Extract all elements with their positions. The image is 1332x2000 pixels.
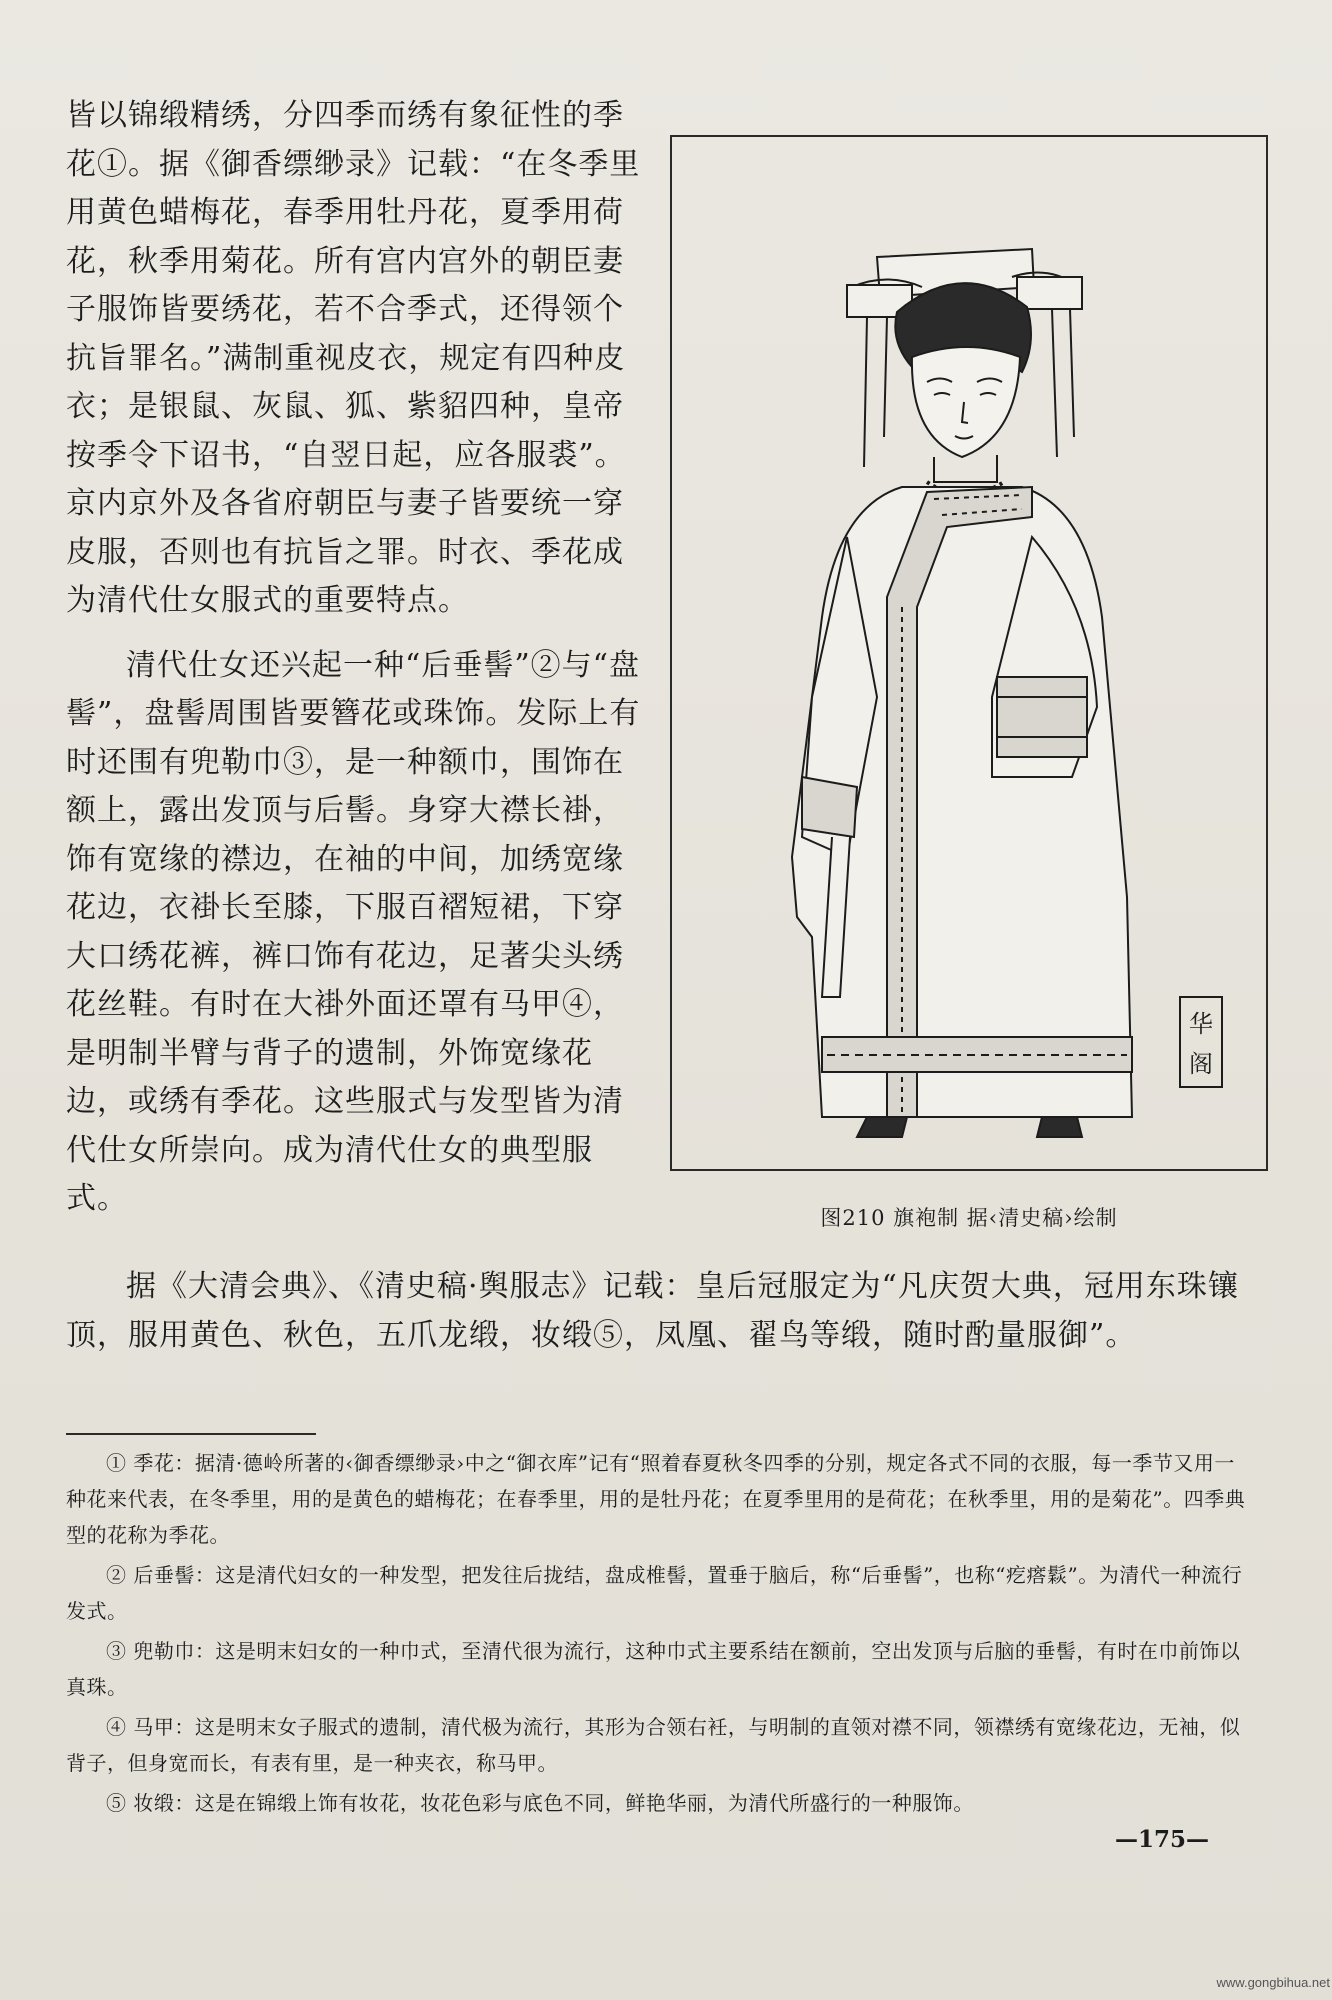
footnote-1: ① 季花：据清·德岭所著的‹御香缥缈录›中之“御衣库”记有“照着春夏秋冬四季的分别，规定各式不同的衣服，每一季节又用一种花来代表，在冬季里，用的是黄色的蜡梅花；在春季里，用的是牡丹花；在夏季里用的是荷花；在秋季里，用的是菊花”。四季典型的花称为季花。 (66, 1451, 1246, 1547)
footnote-4: ④ 马甲：这是明末女子服式的遗制，清代极为流行，其形为合领右衽，与明制的直领对襟不同，领襟绣有宽缘花边，无袖，似背子，但身宽而长，有表有里，是一种夹衣，称马甲。 (66, 1715, 1241, 1775)
page-number: —175— (1114, 1826, 1209, 1853)
body-paragraph-3: 据《大清会典》、《清史稿·舆服志》记载：皇后冠服定为“凡庆贺大典，冠用东珠镶顶，服用黄色、秋色，五爪龙缎，妆缎⑤，凤凰、翟鸟等缎，随时酌量服御”。 (66, 1269, 1239, 1353)
footnote-divider (66, 1433, 316, 1435)
site-watermark: www.gongbihua.net (1216, 1975, 1330, 1990)
footnote-3: ③ 兜勒巾：这是明末妇女的一种巾式，至清代很为流行，这种巾式主要系结在额前，空出发顶与后脑的垂髻，有时在巾前饰以真珠。 (66, 1639, 1241, 1699)
body-paragraph-2: 清代仕女还兴起一种“后垂髻”②与“盘髻”，盘髻周围皆要簪花或珠饰。发际上有时还围有兜勒巾③，是一种额巾，围饰在额上，露出发顶与后髻。身穿大襟长褂，饰有宽缘的襟边，在袖的中间，加绣宽缘花边，衣褂长至膝，下服百褶短裙，下穿大口绣花裤，裤口饰有花边，足著尖头绣花丝鞋。有时在大褂外面还罩有马甲④，是明制半臂与背子的遗制，外饰宽缘花边，或绣有季花。这些服式与发型皆为清代仕女所崇向。成为清代仕女的典型服式。 (66, 647, 641, 1216)
svg-text:阁: 阁 (1189, 1050, 1213, 1078)
figure-illustration (670, 135, 1268, 1171)
footnote-5: ⑤ 妆缎：这是在锦缎上饰有妆花，妆花色彩与底色不同，鲜艳华丽，为清代所盛行的一种服饰。 (106, 1791, 974, 1815)
svg-text:华: 华 (1189, 1010, 1213, 1038)
footnotes (66, 1445, 1246, 1825)
body-paragraph-1: 皆以锦缎精绣，分四季而绣有象征性的季花①。据《御香缥缈录》记载：“在冬季里用黄色蜡梅花，春季用牡丹花，夏季用荷花，秋季用菊花。所有宫内宫外的朝臣妻子服饰皆要绣花，若不合季式，还得领个抗旨罪名。”满制重视皮衣，规定有四种皮衣；是银鼠、灰鼠、狐、紫貂四种，皇帝按季令下诏书，“自翌日起，应各服裘”。京内京外及各省府朝臣与妻子皆要统一穿皮服，否则也有抗旨之罪。时衣、季花成为清代仕女服式的重要特点。 (66, 98, 641, 618)
figure-caption: 图210 旗袍制 据‹清史稿›绘制 (820, 1206, 1118, 1230)
qing-lady-illustration (672, 137, 1266, 1169)
body-text-column (66, 92, 646, 1224)
footnote-2: ② 后垂髻：这是清代妇女的一种发型，把发往后拢结，盘成椎髻，置垂于脑后，称“后垂髻”，也称“疙瘩鬏”。为清代一种流行发式。 (66, 1563, 1243, 1623)
artist-seal-icon (1180, 997, 1222, 1087)
